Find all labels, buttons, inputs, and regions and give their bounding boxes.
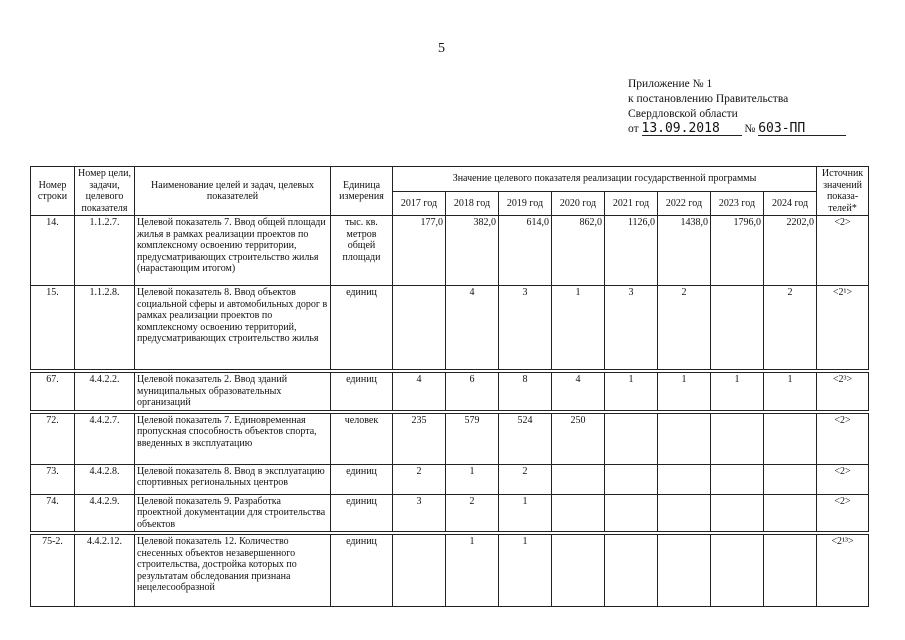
year-value-cell: 8 — [499, 373, 552, 411]
unit-cell: единиц — [331, 464, 393, 494]
indicator-name-cell: Целевой показатель 8. Ввод объектов социальной сферы и автомобильных дорог в рамках реализации проектов по комплексному освоению территорий, предусматривающих строительство жилья — [135, 286, 331, 370]
unit-cell: тыс. кв. метров общей площади — [331, 216, 393, 286]
unit-cell: единиц — [331, 286, 393, 370]
unit-cell: единиц — [331, 494, 393, 532]
year-value-cell: 2 — [499, 464, 552, 494]
year-value-cell: 2 — [764, 286, 817, 370]
decree-date: 13.09.2018 — [642, 122, 742, 136]
goal-code-cell: 1.1.2.8. — [75, 286, 135, 370]
year-value-cell: 3 — [499, 286, 552, 370]
goal-code-cell: 1.1.2.7. — [75, 216, 135, 286]
header-year: 2019 год — [499, 191, 552, 216]
indicators-table — [30, 166, 869, 607]
number-prefix: № — [744, 123, 756, 135]
header-year: 2021 год — [605, 191, 658, 216]
source-cell: <2> — [817, 413, 869, 464]
year-value-cell: 579 — [446, 413, 499, 464]
year-value-cell — [711, 535, 764, 607]
year-value-cell: 614,0 — [499, 216, 552, 286]
year-value-cell — [552, 464, 605, 494]
indicator-name-cell: Целевой показатель 8. Ввод в эксплуатацию спортивных региональных центров — [135, 464, 331, 494]
table-row — [31, 216, 869, 286]
table-row — [31, 286, 869, 370]
year-value-cell: 3 — [605, 286, 658, 370]
table-row — [31, 494, 869, 532]
year-value-cell: 1 — [764, 373, 817, 411]
row-number-cell: 73. — [31, 464, 75, 494]
header-name: Наименование целей и задач, целевых показателей — [135, 167, 331, 216]
header-year: 2017 год — [393, 191, 446, 216]
year-value-cell: 2 — [393, 464, 446, 494]
page-number: 5 — [438, 41, 445, 56]
year-value-cell — [764, 535, 817, 607]
year-value-cell: 3 — [393, 494, 446, 532]
header-unit: Единица измерения — [331, 167, 393, 216]
year-value-cell: 4 — [393, 373, 446, 411]
appendix-line-2: к постановлению Правительства — [628, 93, 789, 105]
unit-cell: единиц — [331, 535, 393, 607]
year-value-cell: 1 — [552, 286, 605, 370]
indicator-name-cell: Целевой показатель 12. Количество снесенных объектов незавершенного строительства, достройка которых по результатам обследования признана нецелесообразной — [135, 535, 331, 607]
row-number-cell: 15. — [31, 286, 75, 370]
header-year: 2018 год — [446, 191, 499, 216]
year-value-cell: 382,0 — [446, 216, 499, 286]
year-value-cell: 1126,0 — [605, 216, 658, 286]
year-value-cell — [605, 535, 658, 607]
header-goal-number: Номер цели, задачи, целевого показателя — [75, 167, 135, 216]
year-value-cell: 4 — [446, 286, 499, 370]
source-cell: <2> — [817, 216, 869, 286]
appendix-line-3: Свердловской области — [628, 108, 738, 120]
table-row — [31, 413, 869, 464]
indicator-name-cell: Целевой показатель 7. Единовременная пропускная способность объектов спорта, введенных в эксплуатацию — [135, 413, 331, 464]
goal-code-cell: 4.4.2.8. — [75, 464, 135, 494]
goal-code-cell: 4.4.2.12. — [75, 535, 135, 607]
table-row — [31, 373, 869, 411]
table-body — [31, 216, 869, 607]
year-value-cell: 1 — [605, 373, 658, 411]
goal-code-cell: 4.4.2.2. — [75, 373, 135, 411]
source-cell: <2> — [817, 494, 869, 532]
year-value-cell — [764, 464, 817, 494]
source-cell: <2> — [817, 464, 869, 494]
year-value-cell — [605, 413, 658, 464]
year-value-cell: 177,0 — [393, 216, 446, 286]
header-values-group: Значение целевого показателя реализации государственной программы — [393, 167, 817, 192]
header-row-number: Номер строки — [31, 167, 75, 216]
year-value-cell — [658, 413, 711, 464]
year-value-cell — [393, 535, 446, 607]
header-year: 2022 год — [658, 191, 711, 216]
goal-code-cell: 4.4.2.9. — [75, 494, 135, 532]
year-value-cell — [658, 535, 711, 607]
header-year: 2020 год — [552, 191, 605, 216]
year-value-cell: 2202,0 — [764, 216, 817, 286]
unit-cell: единиц — [331, 373, 393, 411]
year-value-cell: 524 — [499, 413, 552, 464]
table-row — [31, 464, 869, 494]
row-number-cell: 14. — [31, 216, 75, 286]
year-value-cell: 862,0 — [552, 216, 605, 286]
year-value-cell: 2 — [658, 286, 711, 370]
appendix-block — [628, 77, 846, 137]
indicator-name-cell: Целевой показатель 7. Ввод общей площади жилья в рамках реализации проектов по комплексному освоению территории, предусматривающих строительство жилья (нарастающим итогом) — [135, 216, 331, 286]
year-value-cell — [764, 494, 817, 532]
year-value-cell — [711, 286, 764, 370]
appendix-date-line — [628, 122, 846, 137]
year-value-cell: 235 — [393, 413, 446, 464]
row-number-cell: 72. — [31, 413, 75, 464]
year-value-cell: 1 — [499, 535, 552, 607]
source-cell: <2¹> — [817, 286, 869, 370]
year-value-cell: 1 — [446, 535, 499, 607]
date-prefix: от — [628, 123, 639, 135]
year-value-cell: 1 — [658, 373, 711, 411]
year-value-cell — [658, 464, 711, 494]
year-value-cell — [552, 535, 605, 607]
year-value-cell: 1 — [446, 464, 499, 494]
row-number-cell: 75-2. — [31, 535, 75, 607]
year-value-cell: 4 — [552, 373, 605, 411]
year-value-cell — [605, 464, 658, 494]
source-cell: <2¹³> — [817, 535, 869, 607]
year-value-cell: 1796,0 — [711, 216, 764, 286]
indicator-name-cell: Целевой показатель 9. Разработка проектной документации для строительства объектов — [135, 494, 331, 532]
year-value-cell — [552, 494, 605, 532]
year-value-cell — [711, 464, 764, 494]
year-value-cell — [658, 494, 711, 532]
header-year: 2024 год — [764, 191, 817, 216]
year-value-cell — [711, 494, 764, 532]
year-value-cell — [605, 494, 658, 532]
year-value-cell: 250 — [552, 413, 605, 464]
appendix-title: Приложение № 1 — [628, 78, 713, 90]
year-value-cell: 1 — [499, 494, 552, 532]
decree-number: 603-ПП — [758, 122, 846, 136]
source-cell: <2³> — [817, 373, 869, 411]
year-value-cell — [393, 286, 446, 370]
indicator-name-cell: Целевой показатель 2. Ввод зданий муниципальных образовательных организаций — [135, 373, 331, 411]
header-source: Источник значений показа-телей* — [817, 167, 869, 216]
year-value-cell: 6 — [446, 373, 499, 411]
year-value-cell: 1 — [711, 373, 764, 411]
unit-cell: человек — [331, 413, 393, 464]
year-value-cell — [764, 413, 817, 464]
goal-code-cell: 4.4.2.7. — [75, 413, 135, 464]
table-row — [31, 535, 869, 607]
row-number-cell: 74. — [31, 494, 75, 532]
row-number-cell: 67. — [31, 373, 75, 411]
year-value-cell: 1438,0 — [658, 216, 711, 286]
year-value-cell: 2 — [446, 494, 499, 532]
header-year: 2023 год — [711, 191, 764, 216]
year-value-cell — [711, 413, 764, 464]
